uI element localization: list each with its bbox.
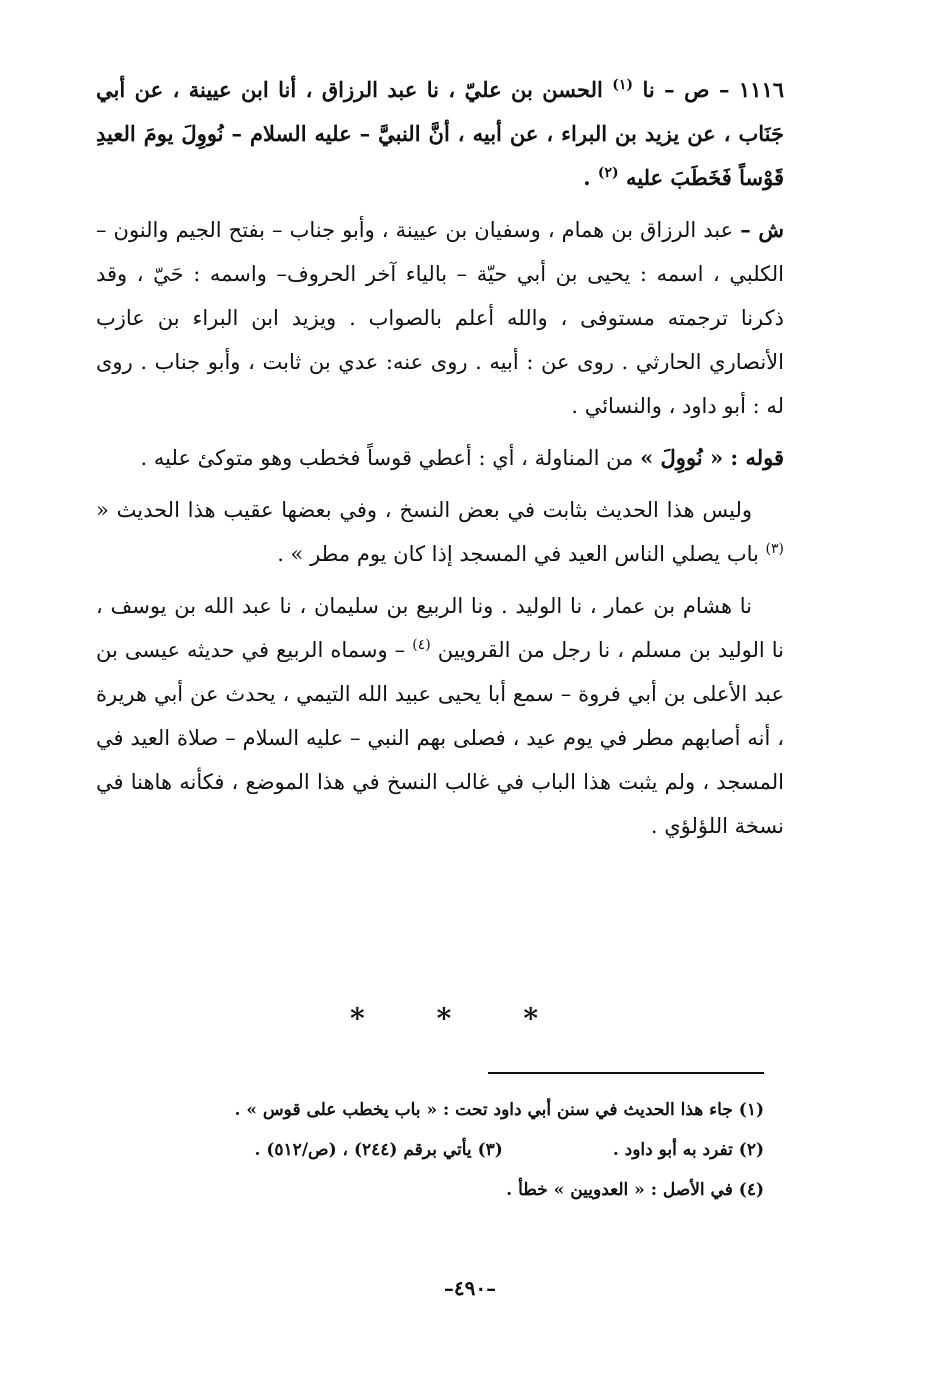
section-separator (0, 1002, 940, 1035)
commentary-paragraph-1 (96, 208, 784, 428)
quote-label: قوله : « نُووِلَ » (640, 445, 784, 470)
commentary-text-3a: وليس هذا الحديث بثابت في بعض النسخ ، وفي بعضها عقيب هذا الحديث « (96, 498, 752, 522)
separator-star: * (523, 1002, 590, 1035)
separator-star: * (350, 1002, 417, 1035)
hadith-text: الحسن بن عليّ ، نا عبد الرزاق ، أنا ابن عيينة ، عن أبي جَنَاب ، عن يزيد بن البراء ، عن أبيه ، أنَّ النبيَّ – عليه السلام – نُووِلَ يومَ العيدِ قَوْساً فَخَطَبَ عليه (96, 77, 784, 190)
footnote-ref-4: (٤) (412, 637, 431, 653)
separator-star: * (436, 1002, 504, 1035)
hadith-end: . (583, 165, 591, 190)
commentary-text-2: من المناولة ، أي : أعطي قوساً فخطب وهو متوكئ عليه . (140, 446, 634, 470)
commentary-text-4b: – وسماه الربيع في حديثه عيسى بن عبد الأعلى بن أبي فروة – سمع أبا يحيى عبيد الله التيمي ، يحدث عن أبي هريرة ، أنه أصابهم مطر في يوم عيد ، فصلى بهم النبي – عليه السلام – صلاة العيد في المسجد ، ولم يثبت هذا الباب في غالب النسخ في هذا الموضع ، فكأنه هاهنا في نسخة اللؤلؤي . (96, 638, 784, 838)
footnote-2: (٢) تفرد به أبو داود . (612, 1140, 764, 1160)
footnote-ref-1: (١) (612, 77, 634, 93)
commentary-text-1: عبد الرزاق بن همام ، وسفيان بن عيينة ، وأبو جناب – بفتح الجيم والنون – الكلبي ، اسمه : يحيى بن أبي حيّة – بالياء آخر الحروف– واسمه : حَيّ ، وقد ذكرنا ترجمته مستوفى ، والله أعلم بالصواب . ويزيد ابن البراء بن عازب الأنصاري الحارثي . روى عن : أبيه . روى عنه: عدي بن ثابت ، وأبو جناب . روى له : أبو داود ، والنسائي . (96, 218, 784, 418)
footnote-ref-3: (٣) (765, 541, 784, 557)
footnotes (140, 1090, 764, 1210)
hadith-paragraph (96, 68, 784, 200)
footnote-3: (٣) يأتي برقم (٢٤٤) ، (ص/٥١٢) . (254, 1140, 503, 1160)
main-text (96, 68, 784, 856)
footnote-4: (٤) في الأصل : « العدويين » خطأ . (506, 1180, 764, 1200)
commentary-text-3b: باب يصلي الناس العيد في المسجد إذا كان يوم مطر » . (277, 542, 759, 566)
commentary-text-4a: نا هشام بن عمار ، نا الوليد . ونا الربيع بن سليمان ، نا عبد الله بن يوسف ، نا الوليد بن مسلم ، نا رجل من القرويين (96, 594, 785, 662)
footnote-1: (١) جاء هذا الحديث في سنن أبي داود تحت : « باب يخطب على قوس » . (234, 1100, 764, 1120)
page-number: –٤٩٠– (443, 1276, 497, 1300)
footnote-row (140, 1130, 764, 1170)
footnote-ref-2: (٢) (597, 165, 619, 181)
hadith-opening: ١١١٦ – ص – نا (642, 77, 785, 102)
footnote-divider (488, 1072, 764, 1074)
commentary-label: ش – (740, 217, 784, 242)
commentary-paragraph-4 (96, 584, 784, 848)
commentary-paragraph-2 (96, 436, 784, 480)
commentary-paragraph-3 (96, 488, 784, 576)
